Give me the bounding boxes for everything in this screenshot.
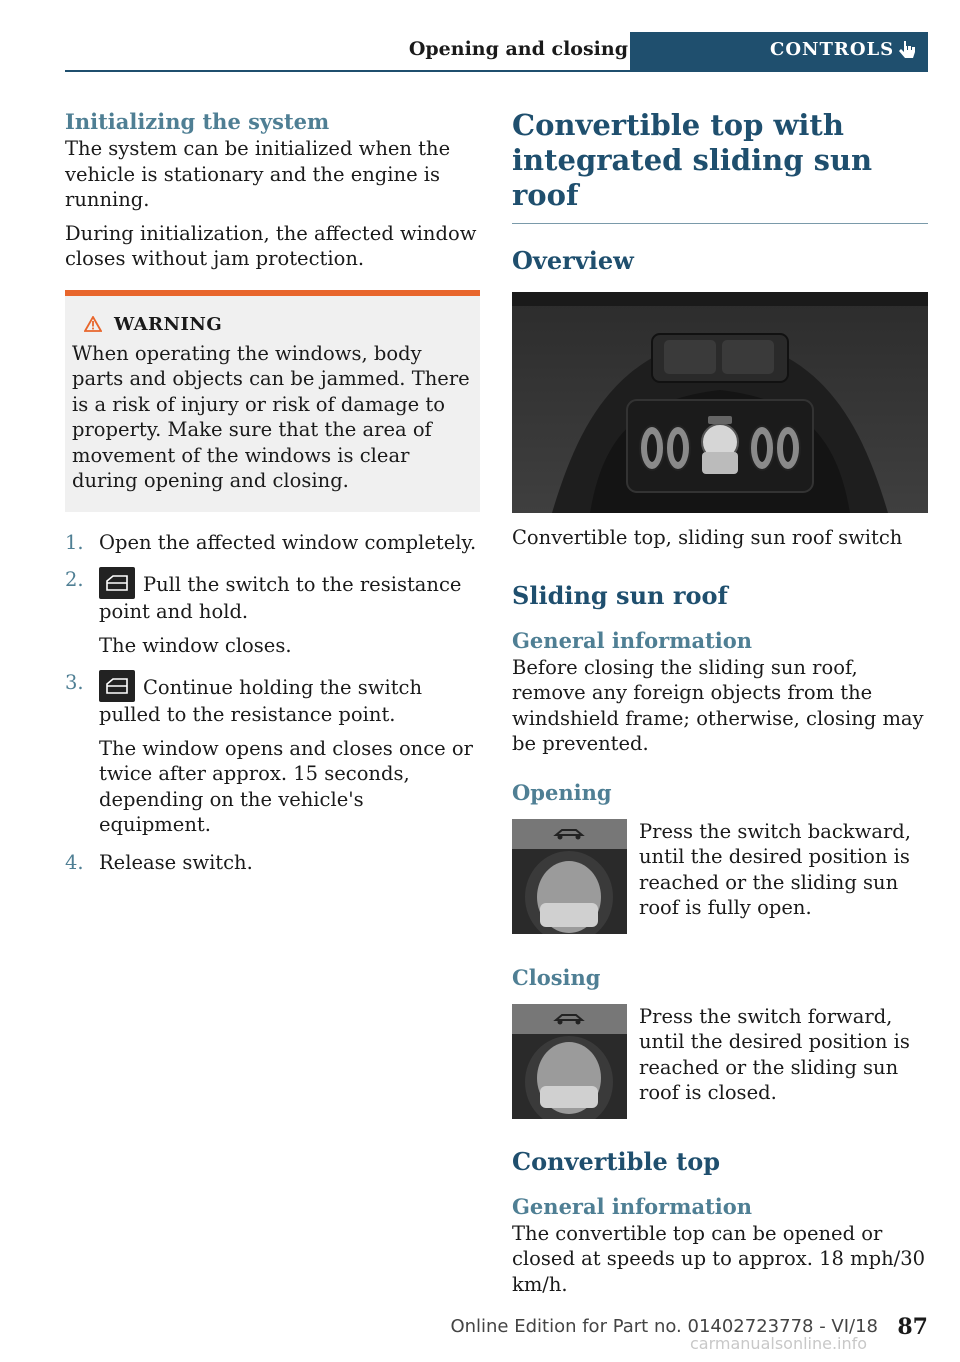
step-text: Release switch. xyxy=(99,850,253,874)
opening-row xyxy=(512,819,928,934)
step-number: 4. xyxy=(65,850,84,874)
top-info: The convertible top can be opened or closed at speeds up to approx. 18 mph/30 km/h. xyxy=(512,1221,926,1296)
step-text: Continue holding the switch pulled to the resistance point. xyxy=(99,676,423,726)
top-general-heading: General information xyxy=(512,1193,753,1219)
window-switch-icon xyxy=(99,670,135,702)
step-number: 3. xyxy=(65,671,84,694)
closing-heading: Closing xyxy=(512,964,601,990)
overhead-console-photo xyxy=(512,292,928,513)
warning-triangle-icon xyxy=(84,316,102,332)
left-column xyxy=(65,108,480,887)
chapter-label: CONTROLS xyxy=(770,39,895,60)
closing-row xyxy=(512,1004,928,1119)
sunroof-info: Before closing the sliding sun roof, remove any foreign objects from the windshield frame; otherwise, closing may be prevented. xyxy=(512,655,924,755)
switch-forward-image xyxy=(512,1004,627,1119)
convertible-top-heading: Convertible top xyxy=(512,1146,721,1176)
list-item xyxy=(65,670,480,838)
photo-caption: Convertible top, sliding sun roof switch xyxy=(512,526,903,549)
step-subtext: The window closes. xyxy=(99,633,292,657)
switch-backward-image xyxy=(512,819,627,934)
step-subtext: The window opens and closes once or twice after approx. 15 seconds, depending on the vehicle's equipment. xyxy=(99,736,473,836)
init-heading: Initializing the system xyxy=(65,109,330,134)
step-number: 1. xyxy=(65,530,84,554)
section-title: Opening and closing xyxy=(408,38,628,60)
window-switch-icon xyxy=(99,567,135,599)
list-item xyxy=(65,530,480,556)
closing-text: Press the switch forward, until the desired position is reached or the sliding sun roof is closed. xyxy=(639,1004,910,1104)
sunroof-heading: Sliding sun roof xyxy=(512,580,728,610)
watermark: carmanualsonline.info xyxy=(690,1334,868,1353)
warning-text: When operating the windows, body parts and objects can be jammed. There is a risk of injury or risk of damage to property. Make sure that the area of movement of the windows is clear during opening and closing. xyxy=(72,341,470,492)
edition-text: Online Edition for Part no. 01402723778 - VI/18 xyxy=(450,1316,878,1337)
warning-title-row xyxy=(72,314,472,335)
init-paragraph-1: The system can be initialized when the vehicle is stationary and the engine is running. xyxy=(65,137,451,211)
hand-pointer-icon xyxy=(896,39,918,63)
opening-heading: Opening xyxy=(512,779,612,805)
warning-title: WARNING xyxy=(114,313,223,335)
chapter-tab xyxy=(630,32,928,70)
title-divider xyxy=(512,223,928,224)
right-column xyxy=(512,108,928,1297)
step-number: 2. xyxy=(65,568,84,591)
warning-box xyxy=(65,290,480,512)
init-paragraph-2: During initialization, the affected window closes without jam protection. xyxy=(65,221,477,270)
overview-heading: Overview xyxy=(512,246,634,275)
page-number: 87 xyxy=(897,1314,928,1340)
steps-list xyxy=(65,530,480,876)
list-item xyxy=(65,567,480,658)
opening-text: Press the switch backward, until the desired position is reached or the sliding sun roof is fully open. xyxy=(639,819,911,919)
list-item xyxy=(65,850,480,876)
page-header xyxy=(65,32,928,72)
step-text: Pull the switch to the resistance point and hold. xyxy=(99,573,462,623)
sunroof-general-heading: General information xyxy=(512,627,753,653)
step-text: Open the affected window completely. xyxy=(99,530,477,554)
page-title: Convertible top with integrated sliding sun roof xyxy=(512,108,873,212)
